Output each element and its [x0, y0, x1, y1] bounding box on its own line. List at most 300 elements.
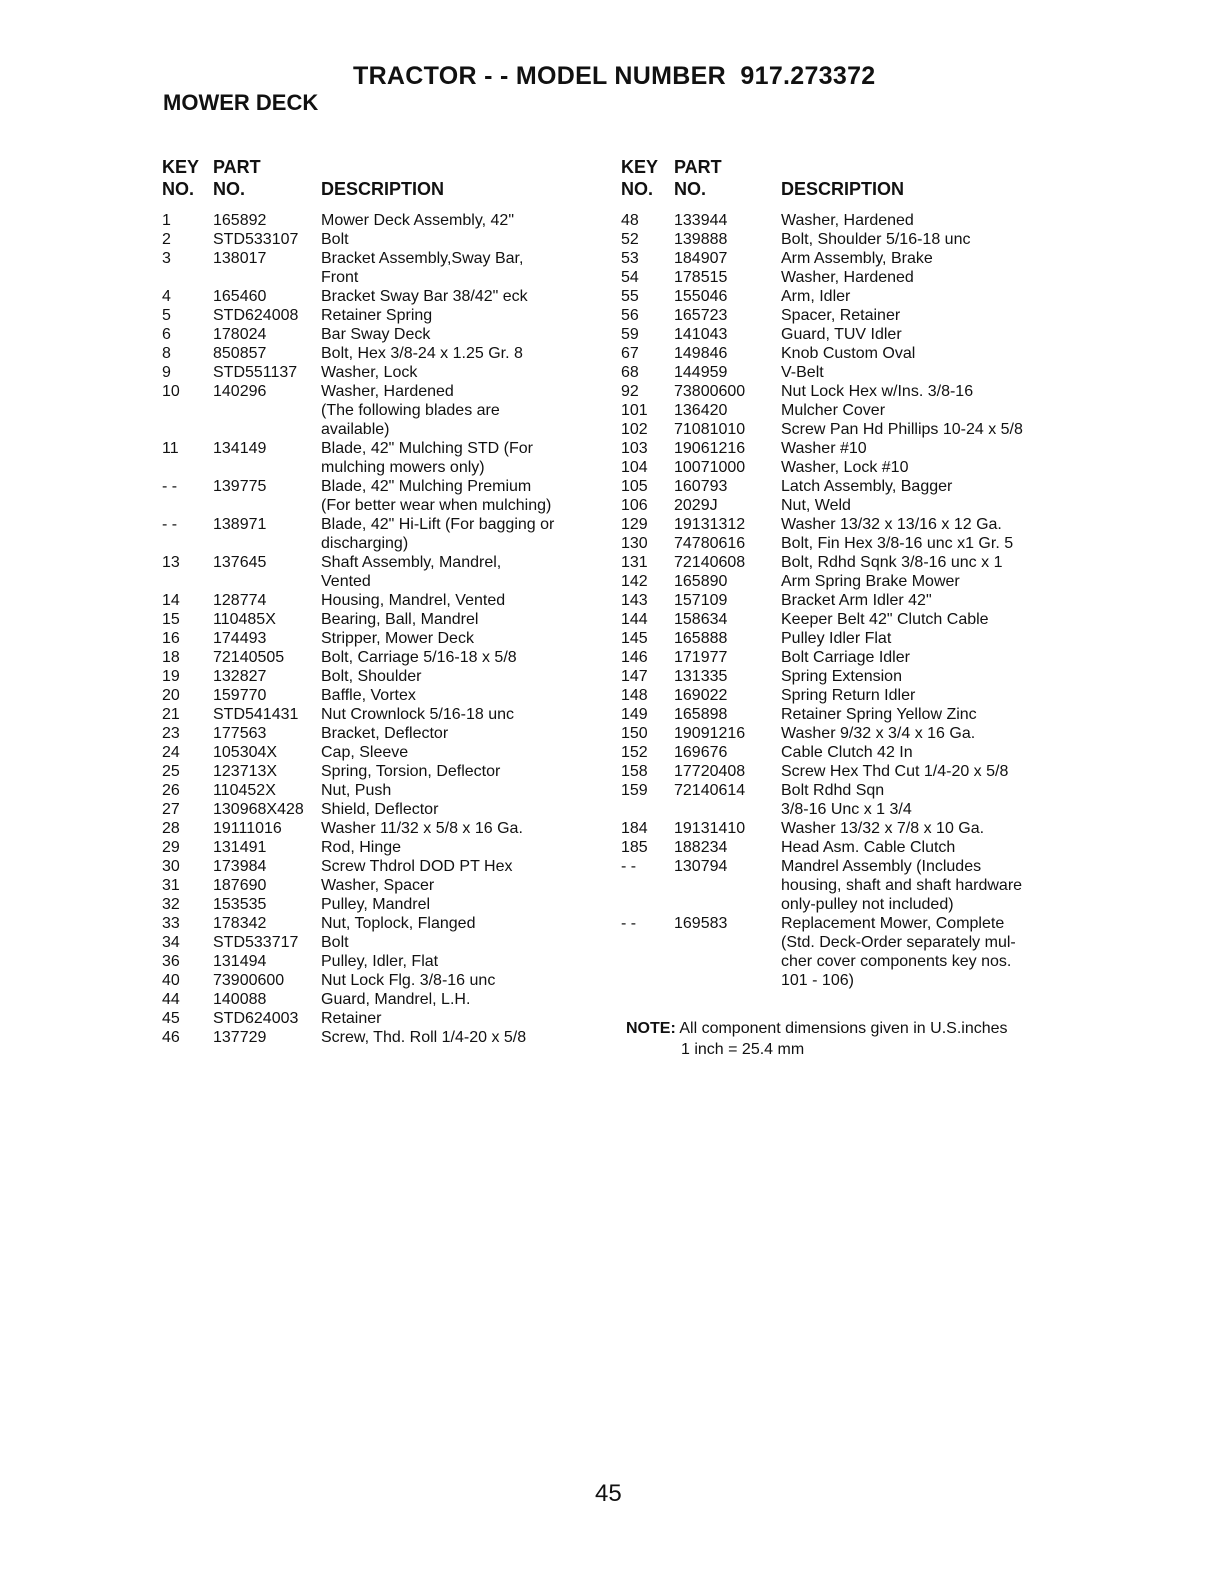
part-number: 141043 [674, 326, 728, 343]
description-line: (The following blades are [321, 402, 500, 419]
parts-row [162, 914, 602, 933]
part-number: 140296 [213, 383, 267, 400]
parts-row [621, 705, 1061, 724]
description-line: Bolt, Shoulder 5/16-18 unc [781, 231, 971, 248]
part-description [781, 439, 1061, 458]
part-description [321, 933, 602, 952]
part-description [781, 477, 1061, 496]
key-number: 34 [162, 934, 180, 951]
description-line: Retainer Spring Yellow Zinc [781, 706, 977, 723]
key-number: 48 [621, 212, 639, 229]
parts-row [162, 344, 602, 363]
description-line: Washer, Hardened [781, 212, 914, 229]
part-number: 158634 [674, 611, 728, 628]
parts-row [621, 819, 1061, 838]
description-line: Bolt, Shoulder [321, 668, 422, 685]
key-number: 9 [162, 364, 171, 381]
part-number: 136420 [674, 402, 728, 419]
part-description [781, 401, 1061, 420]
part-description [321, 439, 602, 477]
parts-row [621, 724, 1061, 743]
parts-row [162, 287, 602, 306]
part-description [781, 306, 1061, 325]
part-description [321, 477, 602, 515]
description-line: Arm Spring Brake Mower [781, 573, 960, 590]
description-line: V-Belt [781, 364, 824, 381]
part-number: 149846 [674, 345, 728, 362]
key-number: 55 [621, 288, 639, 305]
description-line: Cap, Sleeve [321, 744, 409, 761]
part-no-header: NO. [213, 179, 246, 199]
parts-row [162, 762, 602, 781]
part-description [321, 629, 602, 648]
parts-row [162, 667, 602, 686]
parts-row [162, 591, 602, 610]
description-line: Spacer, Retainer [781, 307, 901, 324]
part-number: 128774 [213, 592, 267, 609]
part-description [321, 1028, 602, 1047]
part-number: 72140614 [674, 782, 746, 799]
section-title: MOWER DECK [163, 90, 319, 115]
parts-row [162, 971, 602, 990]
parts-row [621, 401, 1061, 420]
part-number: 132827 [213, 668, 267, 685]
description-line: Arm, Idler [781, 288, 851, 305]
part-description [321, 743, 602, 762]
part-description [321, 325, 602, 344]
parts-row [621, 686, 1061, 705]
description-line: Nut Lock Flg. 3/8-16 unc [321, 972, 496, 989]
part-description [321, 249, 602, 287]
parts-column-right [621, 157, 1061, 990]
part-number: 169022 [674, 687, 728, 704]
description-header: DESCRIPTION [321, 179, 445, 199]
key-number: - - [162, 478, 178, 495]
key-number: 27 [162, 801, 180, 818]
part-description [321, 344, 602, 363]
part-description [321, 1009, 602, 1028]
description-line: Washer #10 [781, 440, 867, 457]
key-number: 129 [621, 516, 648, 533]
parts-row [162, 743, 602, 762]
part-description [781, 211, 1061, 230]
part-description [781, 781, 1061, 819]
part-number: 73900600 [213, 972, 285, 989]
description-line: Keeper Belt 42" Clutch Cable [781, 611, 989, 628]
description-line: 3/8-16 Unc x 1 3/4 [781, 801, 912, 818]
part-number: 171977 [674, 649, 728, 666]
parts-row [621, 534, 1061, 553]
key-number: 184 [621, 820, 648, 837]
parts-row [162, 819, 602, 838]
parts-row [162, 857, 602, 876]
key-number: 59 [621, 326, 639, 343]
key-number: 24 [162, 744, 180, 761]
part-description [781, 648, 1061, 667]
description-line: (For better wear when mulching) [321, 497, 552, 514]
part-number: 169676 [674, 744, 728, 761]
key-number: 2 [162, 231, 171, 248]
description-line: Nut Crownlock 5/16-18 unc [321, 706, 514, 723]
part-number: 144959 [674, 364, 728, 381]
parts-row [621, 496, 1061, 515]
key-no-header: NO. [162, 179, 195, 199]
key-number: 146 [621, 649, 648, 666]
description-line: Front [321, 269, 359, 286]
part-number: 74780616 [674, 535, 746, 552]
description-line: 101 - 106) [781, 972, 854, 989]
part-description [321, 819, 602, 838]
part-description [781, 914, 1061, 990]
part-number: STD624003 [213, 1010, 299, 1027]
description-line: only-pulley not included) [781, 896, 954, 913]
parts-row [621, 667, 1061, 686]
part-description [321, 895, 602, 914]
part-description [321, 952, 602, 971]
parts-row [162, 648, 602, 667]
description-line: Stripper, Mower Deck [321, 630, 474, 647]
description-line: Pulley, Idler, Flat [321, 953, 439, 970]
parts-row [621, 914, 1061, 990]
part-number: 131491 [213, 839, 267, 856]
part-description [781, 591, 1061, 610]
part-number: 110485X [213, 611, 276, 628]
description-line: housing, shaft and shaft hardware [781, 877, 1023, 894]
parts-row [621, 458, 1061, 477]
description-line: Vented [321, 573, 371, 590]
part-number: 110452X [213, 782, 276, 799]
description-line: Housing, Mandrel, Vented [321, 592, 506, 609]
part-number: 137645 [213, 554, 267, 571]
key-number: 52 [621, 231, 639, 248]
parts-row [621, 629, 1061, 648]
description-line: Washer, Lock [321, 364, 418, 381]
part-number: 19061216 [674, 440, 746, 457]
part-number: 850857 [213, 345, 267, 362]
description-line: (Std. Deck-Order separately mul- [781, 934, 1016, 951]
key-number: 92 [621, 383, 639, 400]
part-header: PART [674, 157, 722, 177]
key-number: 101 [621, 402, 648, 419]
part-description [781, 610, 1061, 629]
key-number: 185 [621, 839, 648, 856]
description-line: Cable Clutch 42 In [781, 744, 913, 761]
part-description [321, 648, 602, 667]
part-description [321, 610, 602, 629]
description-line: Pulley, Mandrel [321, 896, 431, 913]
part-number: 165723 [674, 307, 728, 324]
part-description [781, 515, 1061, 534]
part-description [321, 724, 602, 743]
part-number: 165888 [674, 630, 728, 647]
key-number: 142 [621, 573, 648, 590]
description-line: Blade, 42" Mulching STD (For [321, 440, 533, 457]
part-number: 140088 [213, 991, 267, 1008]
key-number: 158 [621, 763, 648, 780]
key-number: 103 [621, 440, 648, 457]
part-number: 184907 [674, 250, 728, 267]
part-description [321, 838, 602, 857]
description-line: Bolt [321, 934, 349, 951]
parts-row [162, 306, 602, 325]
part-description [321, 800, 602, 819]
page-title: TRACTOR - - MODEL NUMBER 917.273372 [353, 62, 876, 90]
part-description [321, 382, 602, 439]
description-line: Spring Extension [781, 668, 902, 685]
part-number: 165460 [213, 288, 267, 305]
note-label: NOTE: [626, 1020, 676, 1037]
description-line: Bolt, Fin Hex 3/8-16 unc x1 Gr. 5 [781, 535, 1014, 552]
description-line: available) [321, 421, 390, 438]
description-line: Pulley Idler Flat [781, 630, 892, 647]
key-number: 105 [621, 478, 648, 495]
key-number: 26 [162, 782, 180, 799]
part-number: 133944 [674, 212, 728, 229]
key-number: 130 [621, 535, 648, 552]
key-number: 4 [162, 288, 171, 305]
parts-row [162, 933, 602, 952]
description-line: Bearing, Ball, Mandrel [321, 611, 479, 628]
key-number: 36 [162, 953, 180, 970]
description-line: Replacement Mower, Complete [781, 915, 1005, 932]
part-number: 177563 [213, 725, 267, 742]
description-line: Screw, Thd. Roll 1/4-20 x 5/8 [321, 1029, 527, 1046]
parts-row [162, 1009, 602, 1028]
key-number: 3 [162, 250, 171, 267]
description-line: cher cover components key nos. [781, 953, 1012, 970]
note [626, 1018, 1008, 1060]
description-line: Screw Hex Thd Cut 1/4-20 x 5/8 [781, 763, 1009, 780]
description-line: Arm Assembly, Brake [781, 250, 933, 267]
part-number: 72140608 [674, 554, 746, 571]
key-number: 53 [621, 250, 639, 267]
description-line: Shaft Assembly, Mandrel, [321, 554, 502, 571]
key-number: 1 [162, 212, 171, 229]
part-number: 138017 [213, 250, 267, 267]
key-number: 44 [162, 991, 180, 1008]
column-headers [621, 157, 1061, 207]
parts-row [162, 325, 602, 344]
part-description [321, 306, 602, 325]
description-line: Latch Assembly, Bagger [781, 478, 953, 495]
part-description [321, 591, 602, 610]
part-description [321, 781, 602, 800]
part-number: 73800600 [674, 383, 746, 400]
part-number: 19091216 [674, 725, 746, 742]
description-line: Bolt Carriage Idler [781, 649, 910, 666]
parts-row [162, 477, 602, 515]
description-line: Washer, Hardened [781, 269, 914, 286]
parts-list-left [162, 211, 602, 1047]
part-number: STD533107 [213, 231, 299, 248]
description-line: Guard, Mandrel, L.H. [321, 991, 471, 1008]
parts-row [621, 420, 1061, 439]
page-number: 45 [595, 1480, 622, 1507]
parts-row [162, 515, 602, 553]
part-number: STD541431 [213, 706, 299, 723]
part-number: 187690 [213, 877, 267, 894]
part-number: STD624008 [213, 307, 299, 324]
part-number: 139775 [213, 478, 267, 495]
key-number: 143 [621, 592, 648, 609]
description-line: Nut Lock Hex w/Ins. 3/8-16 [781, 383, 974, 400]
key-number: 5 [162, 307, 171, 324]
key-number: 29 [162, 839, 180, 856]
parts-row [162, 895, 602, 914]
key-number: 23 [162, 725, 180, 742]
key-number: 28 [162, 820, 180, 837]
part-description [321, 971, 602, 990]
part-number: 19131410 [674, 820, 746, 837]
key-number: - - [621, 858, 637, 875]
part-number: 165898 [674, 706, 728, 723]
parts-row [621, 325, 1061, 344]
parts-row [162, 800, 602, 819]
part-description [781, 287, 1061, 306]
part-description [321, 914, 602, 933]
description-line: Bracket Sway Bar 38/42" eck [321, 288, 528, 305]
key-number: 150 [621, 725, 648, 742]
description-header: DESCRIPTION [781, 179, 905, 199]
description-line: Blade, 42" Hi-Lift (For bagging or [321, 516, 555, 533]
parts-row [162, 705, 602, 724]
key-number: 15 [162, 611, 180, 628]
key-number: - - [621, 915, 637, 932]
part-description [781, 344, 1061, 363]
parts-row [621, 344, 1061, 363]
description-line: Mulcher Cover [781, 402, 886, 419]
description-line: Mower Deck Assembly, 42" [321, 212, 514, 229]
key-number: 25 [162, 763, 180, 780]
description-line: Bracket, Deflector [321, 725, 449, 742]
key-header: KEY [621, 157, 659, 177]
part-description [781, 496, 1061, 515]
description-line: Nut, Push [321, 782, 392, 799]
part-number: 174493 [213, 630, 267, 647]
parts-row [162, 990, 602, 1009]
part-description [321, 230, 602, 249]
key-number: 14 [162, 592, 180, 609]
key-number: 149 [621, 706, 648, 723]
part-number: 131494 [213, 953, 267, 970]
key-number: 33 [162, 915, 180, 932]
part-description [781, 325, 1061, 344]
part-description [781, 838, 1061, 857]
key-number: 16 [162, 630, 180, 647]
part-description [781, 382, 1061, 401]
parts-row [621, 268, 1061, 287]
part-description [321, 686, 602, 705]
part-description [321, 990, 602, 1009]
parts-row [162, 610, 602, 629]
parts-row [621, 572, 1061, 591]
description-line: Bolt, Carriage 5/16-18 x 5/8 [321, 649, 517, 666]
part-description [321, 762, 602, 781]
part-description [781, 724, 1061, 743]
part-description [781, 762, 1061, 781]
key-number: 102 [621, 421, 648, 438]
key-number: 148 [621, 687, 648, 704]
parts-row [621, 382, 1061, 401]
parts-row [162, 553, 602, 591]
part-number: 72140505 [213, 649, 285, 666]
key-number: 11 [162, 440, 179, 457]
part-number: 188234 [674, 839, 728, 856]
key-number: 10 [162, 383, 180, 400]
parts-list-right [621, 211, 1061, 990]
parts-row [162, 382, 602, 439]
parts-row [162, 1028, 602, 1047]
part-number: 173984 [213, 858, 267, 875]
description-line: Knob Custom Oval [781, 345, 916, 362]
parts-row [621, 648, 1061, 667]
key-number: 6 [162, 326, 171, 343]
part-number: 131335 [674, 668, 728, 685]
parts-row [162, 230, 602, 249]
key-number: 131 [621, 554, 648, 571]
key-header: KEY [162, 157, 200, 177]
description-line: Washer, Spacer [321, 877, 435, 894]
key-number: 56 [621, 307, 639, 324]
parts-row [621, 762, 1061, 781]
parts-row [162, 249, 602, 287]
key-no-header: NO. [621, 179, 654, 199]
part-description [781, 458, 1061, 477]
part-number: 165892 [213, 212, 267, 229]
part-number: 139888 [674, 231, 728, 248]
part-description [781, 363, 1061, 382]
key-number: 19 [162, 668, 180, 685]
description-line: Washer 11/32 x 5/8 x 16 Ga. [321, 820, 523, 837]
part-number: 165890 [674, 573, 728, 590]
part-number: 134149 [213, 440, 267, 457]
part-description [321, 287, 602, 306]
part-description [321, 857, 602, 876]
part-description [781, 572, 1061, 591]
description-line: Shield, Deflector [321, 801, 439, 818]
key-number: 45 [162, 1010, 180, 1027]
part-number: 10071000 [674, 459, 746, 476]
key-number: 145 [621, 630, 648, 647]
parts-row [621, 230, 1061, 249]
key-number: 67 [621, 345, 639, 362]
key-number: 31 [162, 877, 180, 894]
description-line: Blade, 42" Mulching Premium [321, 478, 532, 495]
part-description [781, 667, 1061, 686]
description-line: discharging) [321, 535, 409, 552]
part-description [781, 629, 1061, 648]
parts-row [162, 952, 602, 971]
description-line: Nut, Weld [781, 497, 851, 514]
part-description [781, 819, 1061, 838]
parts-row [162, 211, 602, 230]
part-number: 153535 [213, 896, 267, 913]
description-line: Bolt Rdhd Sqn [781, 782, 885, 799]
description-line: Bracket Assembly,Sway Bar, [321, 250, 524, 267]
part-number: 19131312 [674, 516, 746, 533]
part-number: 169583 [674, 915, 728, 932]
key-number: 68 [621, 364, 639, 381]
description-line: Washer 13/32 x 7/8 x 10 Ga. [781, 820, 985, 837]
description-line: Washer 9/32 x 3/4 x 16 Ga. [781, 725, 976, 742]
parts-row [621, 515, 1061, 534]
parts-row [162, 838, 602, 857]
part-number: 130968X428 [213, 801, 304, 818]
parts-row [621, 439, 1061, 458]
part-description [321, 363, 602, 382]
description-line: Spring, Torsion, Deflector [321, 763, 501, 780]
parts-column-left [162, 157, 602, 1047]
